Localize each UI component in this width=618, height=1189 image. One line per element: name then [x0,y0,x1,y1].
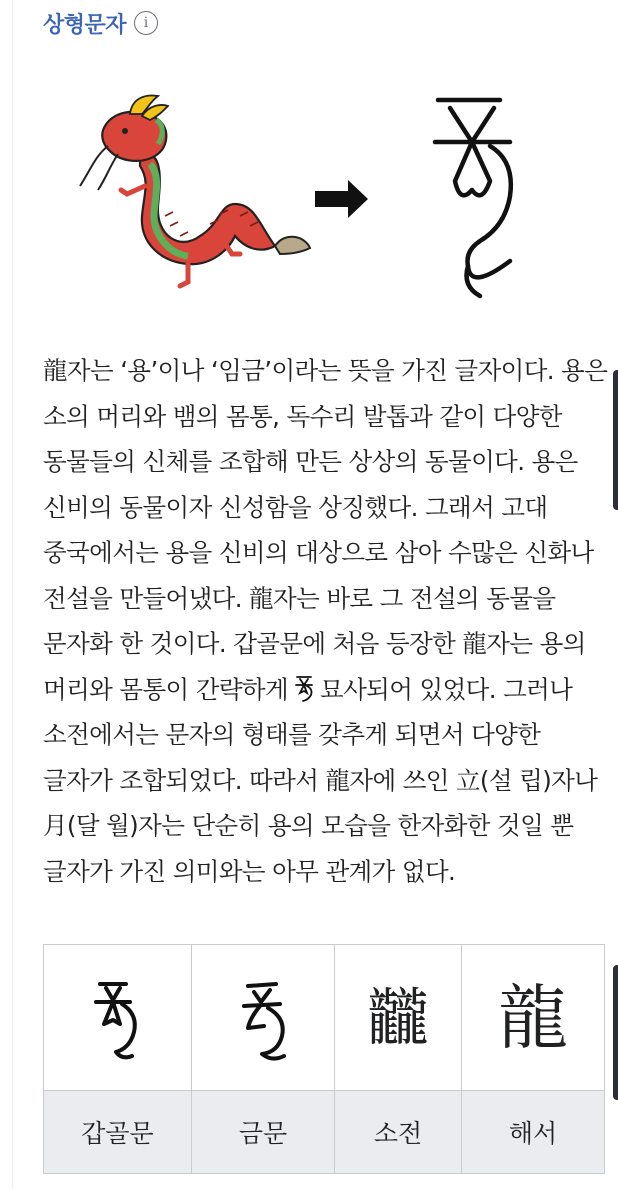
oracle-dragon-glyph [435,100,511,296]
label-regular: 해서 [461,1091,604,1174]
dragon-illustration [70,86,540,318]
glyph-row [44,945,605,1091]
glyph-cell-regular [461,945,604,1091]
oracle-bone-glyph [82,968,152,1068]
info-icon[interactable]: i [134,11,158,35]
section-heading [43,6,158,40]
description-text-2: 묘사되어 있었다. 그러나 소전에서는 문자의 형태를 갖추게 되면서 다양한 글자가 조합되었다. 따라서 龍자에 쓰인 立(설 립)자나 月(달 월)자는 단순히 용의 모습을 한자화한 것일 뿐 글자가 가진 의미와는 아무 관계가 없다. [43,674,598,886]
label-seal: 소전 [335,1091,462,1174]
label-row [44,1091,605,1174]
side-scroll-tab-upper[interactable] [613,370,618,510]
inline-oracle-glyph-icon [292,674,316,704]
seal-script-glyph: 龖 [366,980,429,1054]
regular-script-glyph: 龍 [497,976,568,1059]
script-forms-table [43,944,605,1174]
glyph-cell-seal [335,945,462,1091]
label-bronze: 금문 [191,1091,334,1174]
left-border [12,0,13,1189]
side-scroll-tab-lower[interactable] [613,965,618,1100]
dragon-image [80,96,310,286]
glyph-cell-oracle [44,945,192,1091]
label-oracle: 갑골문 [44,1091,192,1174]
description-text-1: 龍자는 ‘용’이나 ‘임금’이라는 뜻을 가진 글자이다. 용은 소의 머리와 뱀의 몸통, 독수리 발톱과 같이 다양한 동물들의 신체를 조합해 만든 상상의 동물이다. 용은 신비의 동물이자 신성함을 상징했다. 그래서 고대 중국에서는 용을 신비의 대상으로 삼아 수많은 신화나 전설을 만들어냈다. 龍자는 바로 그 전설의 동물을 문자화 한 것이다. 갑골문에 처음 등장한 龍자는 용의 머리와 몸통이 간략하게 [43,356,608,704]
section-title: 상형문자 [43,12,127,38]
bronze-glyph [228,968,298,1068]
description-paragraph [43,348,611,894]
right-arrow-icon [315,180,368,218]
glyph-cell-bronze [191,945,334,1091]
